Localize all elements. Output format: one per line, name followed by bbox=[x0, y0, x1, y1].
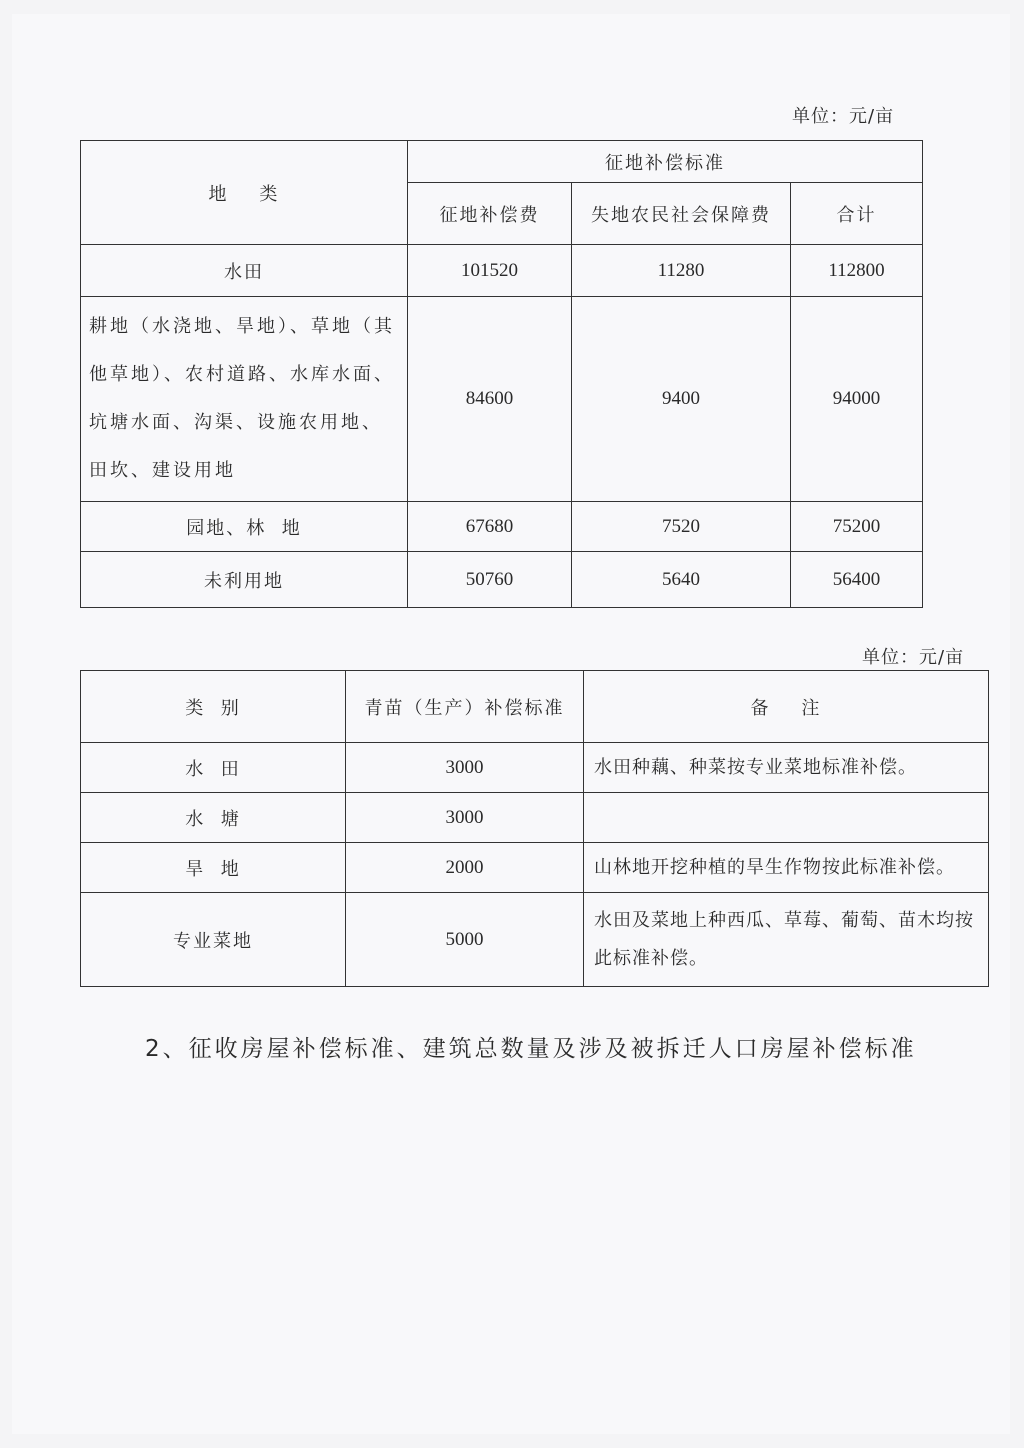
table1-unit: 单位：元/亩 bbox=[792, 106, 895, 127]
row-standard: 3000 bbox=[346, 793, 584, 843]
header-crop-standard: 青苗（生产）补偿标准 bbox=[346, 671, 584, 743]
row-land-type: 未利用地 bbox=[81, 552, 408, 608]
table-row bbox=[81, 552, 923, 608]
row-land-type: 园地、林 地 bbox=[81, 502, 408, 552]
row-remark: 水田及菜地上种西瓜、草莓、葡萄、苗木均按此标准补偿。 bbox=[584, 893, 989, 987]
row-security: 7520 bbox=[572, 502, 791, 552]
table-row bbox=[81, 502, 923, 552]
header-compensation-standard: 征地补偿标准 bbox=[408, 141, 923, 183]
row-remark: 山林地开挖种植的旱生作物按此标准补偿。 bbox=[584, 843, 989, 893]
row-remark bbox=[584, 793, 989, 843]
row-fee: 67680 bbox=[408, 502, 572, 552]
row-standard: 2000 bbox=[346, 843, 584, 893]
section-heading: 2、征收房屋补偿标准、建筑总数量及涉及被拆迁人口房屋补偿标准 bbox=[145, 1036, 917, 1062]
table-row bbox=[81, 297, 923, 502]
row-category: 旱 地 bbox=[81, 843, 346, 893]
row-category: 水 塘 bbox=[81, 793, 346, 843]
row-category: 专业菜地 bbox=[81, 893, 346, 987]
table2-unit: 单位：元/亩 bbox=[862, 647, 965, 668]
row-security: 11280 bbox=[572, 245, 791, 297]
row-total: 75200 bbox=[791, 502, 923, 552]
row-land-type: 水田 bbox=[81, 245, 408, 297]
row-total: 112800 bbox=[791, 245, 923, 297]
row-standard: 5000 bbox=[346, 893, 584, 987]
row-land-type: 耕地（水浇地、旱地）、草地（其他草地）、农村道路、水库水面、坑塘水面、沟渠、设施农用地、田坎、建设用地 bbox=[81, 297, 408, 502]
row-fee: 50760 bbox=[408, 552, 572, 608]
land-compensation-table bbox=[80, 140, 923, 608]
table-row bbox=[81, 793, 989, 843]
row-total: 94000 bbox=[791, 297, 923, 502]
row-fee: 101520 bbox=[408, 245, 572, 297]
row-standard: 3000 bbox=[346, 743, 584, 793]
crop-compensation-table bbox=[80, 670, 989, 987]
table-row bbox=[81, 245, 923, 297]
row-category: 水 田 bbox=[81, 743, 346, 793]
row-security: 5640 bbox=[572, 552, 791, 608]
header-fee: 征地补偿费 bbox=[408, 183, 572, 245]
table-row bbox=[81, 743, 989, 793]
header-total: 合计 bbox=[791, 183, 923, 245]
table-row bbox=[81, 843, 989, 893]
header-social-security: 失地农民社会保障费 bbox=[572, 183, 791, 245]
header-remark: 备 注 bbox=[584, 671, 989, 743]
row-total: 56400 bbox=[791, 552, 923, 608]
header-category: 类 别 bbox=[81, 671, 346, 743]
header-land-type: 地 类 bbox=[81, 141, 408, 245]
table-row bbox=[81, 893, 989, 987]
row-remark: 水田种藕、种菜按专业菜地标准补偿。 bbox=[584, 743, 989, 793]
row-security: 9400 bbox=[572, 297, 791, 502]
row-fee: 84600 bbox=[408, 297, 572, 502]
